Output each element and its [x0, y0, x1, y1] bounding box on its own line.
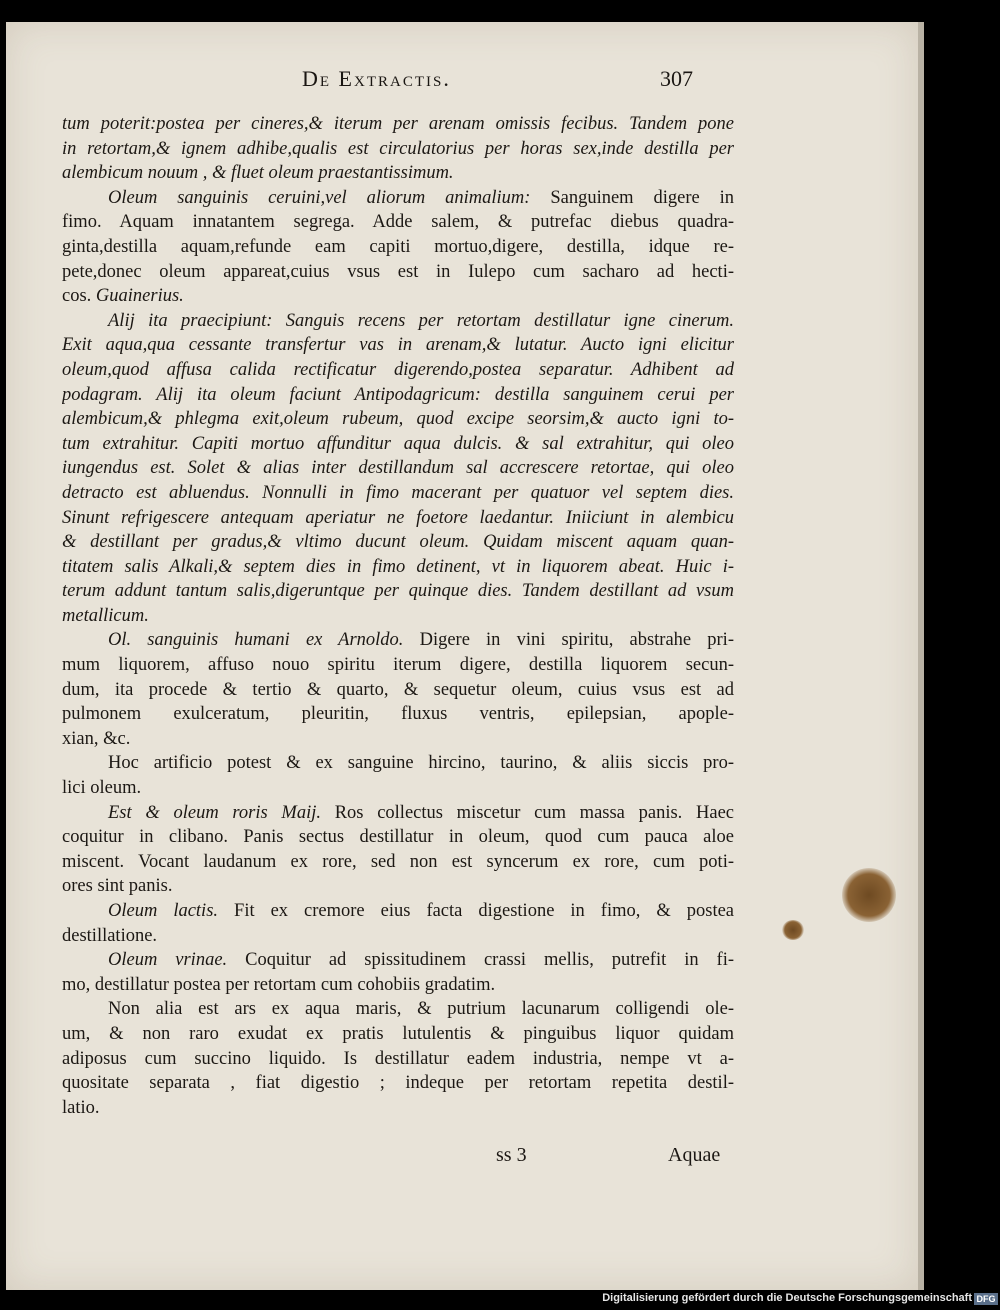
- roman-text: coquitur in clibano. Panis sectus destillatur in oleum, quod cum pauca aloe: [62, 827, 734, 848]
- text-line: [62, 1096, 734, 1121]
- text-line: [62, 161, 734, 186]
- text-line: [62, 801, 734, 826]
- digitization-credit: Digitalisierung gefördert durch die Deutsche Forschungsgemeinschaft: [602, 1292, 972, 1304]
- text-line: [62, 653, 734, 678]
- text-line: [62, 383, 734, 408]
- text-line: [62, 210, 734, 235]
- catchword: Aquae: [668, 1144, 721, 1166]
- text-line: [62, 579, 734, 604]
- body-text: [62, 112, 734, 1120]
- italic-text: metallicum.: [62, 605, 149, 626]
- italic-text: Oleum vrinae.: [108, 950, 246, 971]
- text-line: [62, 1071, 734, 1096]
- paper-stain: [842, 868, 896, 922]
- roman-text: mum liquorem, affuso nouo spiritu iterum digere, destilla liquorem secun-: [62, 655, 734, 676]
- text-line: [62, 948, 734, 973]
- italic-text: alembicum nouum , & fluet oleum praestantissimum.: [62, 163, 454, 184]
- italic-text: in retortam,& ignem adhibe,qualis est circulatorius per horas sex,inde destilla per: [62, 138, 734, 159]
- roman-text: mo, destillatur postea per retortam cum cohobiis gradatim.: [62, 974, 496, 995]
- italic-text: podagram. Alij ita oleum faciunt Antipodagricum: destilla sanguinem cerui per: [62, 384, 734, 405]
- text-line: [62, 506, 734, 531]
- roman-text: xian, &c.: [62, 728, 131, 749]
- text-line: [62, 112, 734, 137]
- italic-text: Exit aqua,qua cessante transfertur vas in arenam,& lutatur. Aucto igni elicitur: [62, 335, 734, 356]
- running-title: De Extractis.: [302, 66, 451, 91]
- roman-text: Non alia est ars ex aqua maris, & putrium lacunarum colligendi ole-: [108, 999, 734, 1020]
- italic-text: Est & oleum roris Maij.: [108, 802, 335, 823]
- signature-mark: ss 3: [496, 1144, 527, 1166]
- italic-text: tum extrahitur. Capiti mortuo affunditur aqua dulcis. & sal extrahitur, qui oleo: [62, 433, 734, 454]
- text-line: [62, 678, 734, 703]
- text-line: [62, 186, 734, 211]
- page-number: 307: [660, 66, 693, 91]
- text-line: [62, 825, 734, 850]
- italic-text: Sinunt refrigescere antequam aperiatur ne foetore laedantur. Iniiciunt in alembicu: [62, 507, 734, 528]
- text-line: [62, 924, 734, 949]
- italic-text: Oleum lactis.: [108, 901, 235, 921]
- roman-text: cos.: [62, 286, 96, 307]
- roman-text: um, & non raro exudat ex pratis lutulentis & pinguibus liquor quidam: [62, 1023, 734, 1044]
- text-line: [62, 260, 734, 285]
- italic-text: alembicum,& phlegma exit,oleum rubeum, quod excipe seorsim,& aucto igni to-: [62, 409, 734, 430]
- text-line: [62, 751, 734, 776]
- text-line: [62, 850, 734, 875]
- text-line: [62, 456, 734, 481]
- text-line: [62, 727, 734, 752]
- roman-text: Sanguinem digere in: [550, 187, 734, 208]
- page-footer: [6, 1144, 918, 1174]
- roman-text: lici oleum.: [62, 778, 142, 799]
- roman-text: quositate separata , fiat digestio ; indeque per retortam repetita destil-: [62, 1073, 734, 1094]
- roman-text: destillatione.: [62, 925, 158, 946]
- roman-text: fimo. Aquam innatantem segrega. Adde salem, & putrefac diebus quadra-: [62, 212, 734, 233]
- text-line: [62, 235, 734, 260]
- text-line: [62, 530, 734, 555]
- text-line: [62, 1047, 734, 1072]
- roman-text: Coquitur ad spissitudinem crassi mellis, putrefit in fi-: [245, 950, 734, 971]
- text-line: [62, 628, 734, 653]
- text-line: [62, 874, 734, 899]
- roman-text: Fit ex cremore eius facta digestione in fimo, & postea: [234, 901, 734, 921]
- italic-text: tum poterit:postea per cineres,& iterum per arenam omissis fecibus. Tandem pone: [62, 114, 734, 134]
- roman-text: adiposus cum succino liquido. Is destillatur eadem industria, nempe vt a-: [62, 1048, 734, 1069]
- roman-text: ginta,destilla aquam,refunde eam capiti mortuo,digere, destilla, idque re-: [62, 236, 734, 257]
- text-line: [62, 604, 734, 629]
- text-line: [62, 284, 734, 309]
- text-line: [62, 481, 734, 506]
- text-line: [62, 333, 734, 358]
- text-line: [62, 1022, 734, 1047]
- page-header: [6, 64, 918, 96]
- text-line: [62, 997, 734, 1022]
- italic-text: titatem salis Alkali,& septem dies in fimo detinent, vt in liquorem abeat. Huic i-: [62, 556, 734, 577]
- roman-text: ores sint panis.: [62, 876, 173, 897]
- italic-text: oleum,quod affusa calida rectificatur digerendo,postea separatur. Adhibent ad: [62, 359, 734, 380]
- text-line: [62, 899, 734, 924]
- text-line: [62, 309, 734, 334]
- page-edge: [918, 22, 924, 1290]
- italic-text: & destillant per gradus,& vltimo ducunt oleum. Quidam miscent aquam quan-: [62, 532, 734, 553]
- roman-text: pulmonem exulceratum, pleuritin, fluxus ventris, epilepsian, apople-: [62, 704, 734, 725]
- dfg-logo: DFG: [974, 1293, 998, 1305]
- roman-text: Ros collectus miscetur cum massa panis. Haec: [334, 802, 734, 823]
- italic-text: iungendus est. Solet & alias inter destillandum sal accrescere retortae, qui oleo: [62, 458, 734, 479]
- text-line: [62, 702, 734, 727]
- italic-text: Alij ita praecipiunt: Sanguis recens per retortam destillatur igne cinerum.: [108, 310, 734, 331]
- text-line: [62, 358, 734, 383]
- text-line: [62, 407, 734, 432]
- italic-text: Ol. sanguinis humani ex Arnoldo.: [108, 630, 420, 651]
- text-line: [62, 776, 734, 801]
- text-line: [62, 432, 734, 457]
- text-line: [62, 137, 734, 162]
- text-line: [62, 555, 734, 580]
- italic-text: detracto est abluendus. Nonnulli in fimo macerant per quatuor vel septem dies.: [62, 482, 734, 503]
- roman-text: dum, ita procede & tertio & quarto, & sequetur oleum, cuius vsus est ad: [62, 679, 734, 700]
- text-line: [62, 973, 734, 998]
- italic-text: Oleum sanguinis ceruini,vel aliorum animalium:: [108, 187, 551, 208]
- roman-text: Hoc artificio potest & ex sanguine hircino, taurino, & aliis siccis pro-: [108, 753, 734, 774]
- italic-text: terum addunt tantum salis,digeruntque per quinque dies. Tandem destillant ad vsum: [62, 581, 734, 602]
- roman-text: latio.: [62, 1097, 100, 1118]
- roman-text: Digere in vini spiritu, abstrahe pri-: [419, 630, 734, 651]
- book-page: [6, 22, 918, 1290]
- roman-text: miscent. Vocant laudanum ex rore, sed non est syncerum ex rore, cum poti-: [62, 851, 734, 872]
- paper-stain-small: [782, 920, 804, 940]
- italic-text: Guainerius.: [95, 286, 184, 307]
- roman-text: pete,donec oleum appareat,cuius vsus est in Iulepo cum sacharo ad hecti-: [62, 261, 734, 282]
